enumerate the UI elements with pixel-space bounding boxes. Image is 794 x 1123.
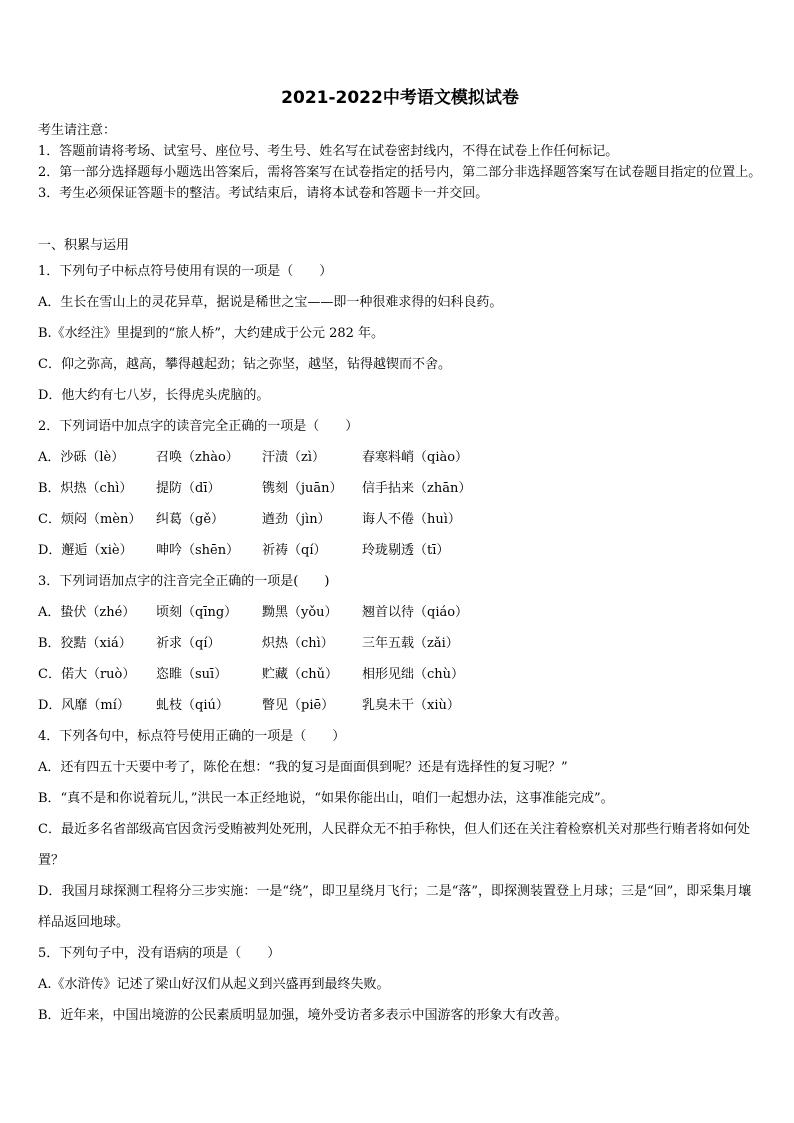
option-a: A．生长在雪山上的灵花异草，据说是稀世之宝——即一种很难求得的妇科良药。 [38, 295, 503, 310]
option-cell: B．狡黠（xiá） [38, 636, 132, 651]
option-row [38, 442, 762, 473]
question-stem: 2．下列词语中加点字的读音完全正确的一项是（ ） [38, 419, 359, 434]
option-cell: 虬枝（qiú） [156, 698, 229, 713]
option-cell: 三年五载（zǎi） [362, 636, 459, 651]
option-cell: 贮藏（chǔ） [262, 667, 339, 682]
option-row [38, 690, 762, 721]
option-cell: 黝黑（yǒu） [262, 605, 338, 620]
question-stem: 1．下列句子中标点符号使用有误的一项是（ ） [38, 264, 333, 279]
option-a: A.《水浒传》记述了梁山好汉们从起义到兴盛再到最终失败。 [38, 977, 390, 992]
notice-item-1: 1．答题前请将考场、试室号、座位号、考生号、姓名写在试卷密封线内，不得在试卷上作任何标记。 [38, 144, 619, 159]
option-row [38, 597, 762, 628]
option-b: B.《水经注》里提到的“旅人桥”，大约建成于公元 282 年。 [38, 326, 385, 341]
question-2 [38, 411, 762, 566]
option-cell: 炽热（chì） [262, 636, 334, 651]
option-a: A．还有四五十天要中考了，陈伦在想：“我的复习是面面俱到呢？还是有选择性的复习呢？” [38, 760, 568, 775]
question-3 [38, 566, 762, 721]
option-cell: C．烦闷（mèn） [38, 512, 142, 527]
option-cell: 遒劲（jìn） [262, 512, 331, 527]
notice-item-2: 2．第一部分选择题每小题选出答案后，需将答案写在试卷指定的括号内，第二部分非选择题答案写在试卷题目指定的位置上。 [38, 165, 762, 180]
question-stem: 5．下列句子中，没有语病的项是（ ） [38, 946, 281, 961]
question-4 [38, 721, 762, 938]
option-cell: 纠葛（gě） [156, 512, 225, 527]
page-title: 2021-2022中考语文模拟试卷 [281, 88, 519, 108]
option-d: D．我国月球探测工程将分三步实施：一是“绕”，即卫星绕月飞行；二是“落”，即探测装置登上月球；三是“回”，即采集月壤样品返回地球。 [38, 884, 752, 930]
option-cell: 祈祷（qí） [262, 543, 327, 558]
option-row [38, 628, 762, 659]
option-cell: B．炽热（chì） [38, 481, 133, 496]
option-cell: 顷刻（qīng） [156, 605, 238, 620]
option-row [38, 504, 762, 535]
option-cell: 召唤（zhào） [156, 450, 239, 465]
option-c: C．最近多名省部级高官因贪污受贿被判处死刑，人民群众无不拍手称快，但人们还在关注着检察机关对那些行贿者将如何处置？ [38, 822, 750, 868]
option-b: B．“真不是和你说着玩儿，”洪民一本正经地说，“如果你能出山，咱们一起想办法，这事准能完成”。 [38, 791, 614, 806]
notice-item-3: 3．考生必须保证答题卡的整洁。考试结束后，请将本试卷和答题卡一并交回。 [38, 186, 489, 201]
option-cell: C．偌大（ruò） [38, 667, 136, 682]
option-cell: 玲珑剔透（tī） [362, 543, 450, 558]
option-cell: D．邂逅（xiè） [38, 543, 133, 558]
option-row [38, 473, 762, 504]
notice-heading: 考生请注意： [38, 123, 117, 138]
question-5 [38, 938, 762, 1031]
option-row [38, 535, 762, 566]
option-cell: 汗渍（zì） [262, 450, 326, 465]
option-c: C．仰之弥高，越高，攀得越起劲；钻之弥坚，越坚，钻得越锲而不舍。 [38, 357, 451, 372]
question-1 [38, 256, 762, 411]
option-d: D．他大约有七八岁，长得虎头虎脑的。 [38, 388, 270, 403]
option-cell: 相形见绌（chù） [362, 667, 465, 682]
option-cell: 乳臭未干（xiù） [362, 698, 460, 713]
option-cell: 诲人不倦（huì） [362, 512, 461, 527]
option-b: B．近年来，中国出境游的公民素质明显加强，境外受访者多表示中国游客的形象大有改善。 [38, 1008, 568, 1023]
option-cell: 提防（dī） [156, 481, 221, 496]
option-cell: A．蛰伏（zhé） [38, 605, 136, 620]
option-cell: 呻吟（shēn） [156, 543, 240, 558]
option-cell: 镌刻（juān） [262, 481, 343, 496]
option-cell: 翘首以待（qiáo） [362, 605, 469, 620]
question-stem: 3．下列词语加点字的注音完全正确的一项是( ) [38, 574, 330, 589]
option-cell: 恣睢（suī） [156, 667, 228, 682]
option-cell: A．沙砾（lè） [38, 450, 125, 465]
option-cell: 信手拈来（zhān） [362, 481, 472, 496]
notice-block [38, 120, 762, 204]
section-heading: 一、积累与运用 [38, 238, 130, 253]
option-cell: D．风靡（mí） [38, 698, 130, 713]
option-cell: 祈求（qí） [156, 636, 221, 651]
option-row [38, 659, 762, 690]
option-cell: 瞥见（piē） [262, 698, 335, 713]
option-cell: 春寒料峭（qiào） [362, 450, 469, 465]
question-stem: 4．下列各句中，标点符号使用正确的一项是（ ） [38, 729, 346, 744]
exam-page [38, 86, 762, 1031]
